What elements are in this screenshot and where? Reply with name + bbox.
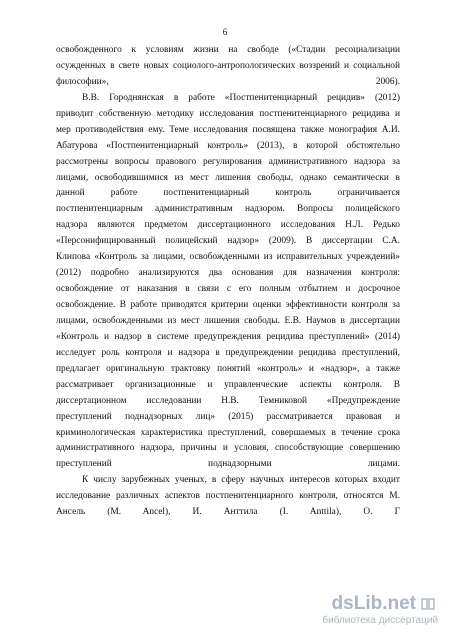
text-line: рассматривает организационные и управленческие аспекты контроля. В xyxy=(56,379,400,390)
text-line: освобождение от наказания в связи с его полным отбытием и досрочное xyxy=(56,284,400,295)
text-line: данной работе постпенитенциарный контроль ограничивается xyxy=(56,188,400,199)
dslib-subtitle: библиотека диссертаций xyxy=(322,615,438,626)
text-line: преступлений поднадзорных лиц» (2015) рассматривается правовая и xyxy=(56,411,400,422)
text-line: Абатурова «Постпенитенциарный контроль» (2013), в которой обстоятельно xyxy=(56,140,400,151)
text-line: Ансель (M. Ancel), И. Анттила (I. Anttila), О. Г xyxy=(56,507,400,518)
text-line: лицами, освободившимися из мест лишения свободы, однако семантически в xyxy=(56,172,400,183)
text-line: (2012) подробно анализируются два основания для назначения контроля: xyxy=(56,268,400,279)
paragraph xyxy=(56,91,400,474)
text-line: исследование различных аспектов постпенитенциарного контроля, относятся М. xyxy=(56,491,400,502)
text-line: приводит собственную методику исследования постпенитенциарного рецидива и xyxy=(56,108,400,119)
text-line: лицами, освобожденными из мест лишения свободы. Е.В. Наумов в диссертации xyxy=(56,315,400,326)
text-line: надзора являются предметом диссертационного исследования Н.Л. Редько xyxy=(56,220,400,231)
paragraph xyxy=(56,473,400,521)
text-line: криминологическая характеристика преступлений, совершаемых в течение срока xyxy=(56,427,400,438)
text-line: освобождение. В работе приводятся критерии оценки эффективности контроля за xyxy=(56,300,400,311)
text-line: освобожденного к условиям жизни на свободе («Стадии ресоциализации xyxy=(56,45,400,55)
text-line: исследует роль контроля и надзора в предупреждении рецидива преступлений, xyxy=(56,347,400,358)
text-line: постпенитенциарным административным надзором. Вопросы полицейского xyxy=(56,204,400,215)
text-line: К числу зарубежных ученых, в сферу научных интересов которых входит xyxy=(82,475,400,486)
logo-tld: net xyxy=(387,593,416,614)
text-line: рассмотрены вопросы правового регулирования административного надзора за xyxy=(56,156,400,167)
text-line: В.В. Городнянская в работе «Постпенитенциарный рецидив» (2012) xyxy=(82,92,400,103)
text-line: диссертационном исследовании Н.В. Темниковой «Предупреждение xyxy=(56,395,400,406)
dslib-logo xyxy=(332,594,416,614)
paragraph xyxy=(56,43,400,91)
book-icon xyxy=(420,596,436,612)
text-line: «Контроль и надзор в системе предупреждения рецидива преступлений» (2014) xyxy=(56,331,400,342)
text-line: административного надзора, причины и условия, способствующие совершению xyxy=(56,443,400,454)
text-line: мер противодействия ему. Теме исследования посвящена также монография А.И. xyxy=(56,124,400,135)
dslib-watermark xyxy=(294,594,444,628)
text-line: философии», 2006). xyxy=(56,76,400,87)
text-line: Клипова «Контроль за лицами, освобожденными из исправительных учреждений» xyxy=(56,252,400,263)
text-line: «Персонифицированный полицейский надзор» (2009). В диссертации С.А. xyxy=(56,236,400,247)
text-line: предлагает оригинальную трактовку понятий «контроль» и «надзор», а также xyxy=(56,363,400,374)
document-body xyxy=(56,43,400,521)
text-line: осужденных в свете новых социолого-антропологических воззрений и социальной xyxy=(56,60,400,71)
logo-main: dsLib xyxy=(331,593,383,614)
logo-dot: . xyxy=(382,593,388,614)
text-line: преступлений поднадзорными лицами. xyxy=(56,459,400,470)
page-number: 6 xyxy=(222,27,228,37)
